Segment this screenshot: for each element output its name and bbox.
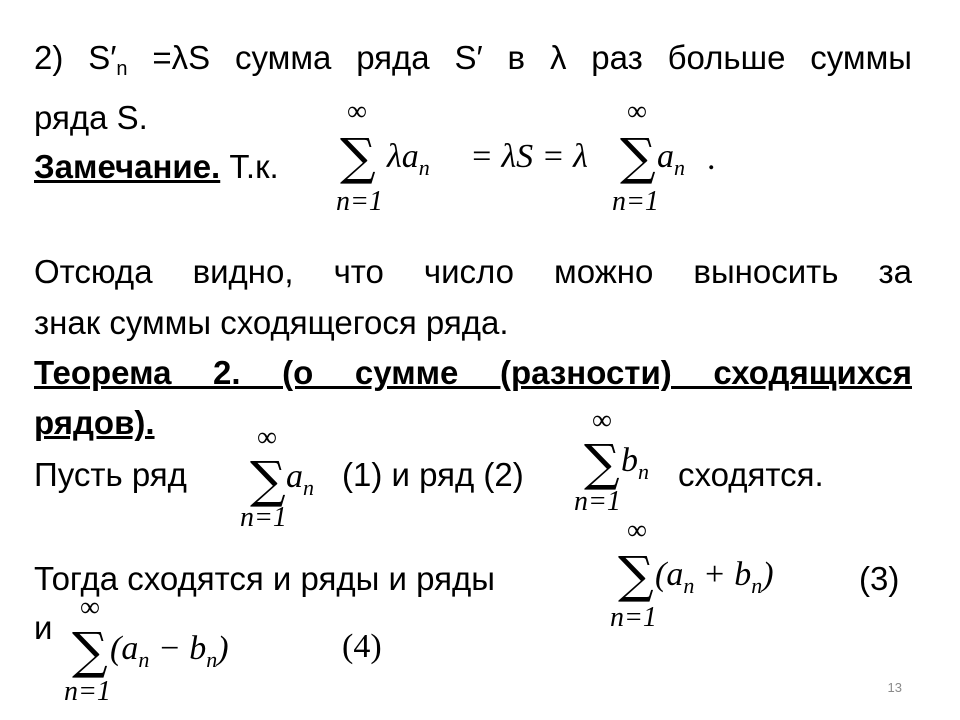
- right-term: [657, 138, 685, 180]
- series-a-sub: n: [303, 475, 314, 500]
- series-b-letter: b: [621, 442, 638, 479]
- series-b-sub: n: [638, 459, 649, 484]
- line-1-end: раз больше суммы: [566, 39, 912, 76]
- label-3: (3): [859, 560, 900, 597]
- line-1-middle: =λS сумма ряда S′ в: [127, 39, 550, 76]
- lower-2: n=1: [612, 186, 659, 217]
- sigma-b: ∑: [584, 434, 620, 492]
- inf-3: ∞: [627, 515, 647, 546]
- label-4: (4): [342, 628, 382, 665]
- sum-3-sub-b: n: [751, 573, 763, 598]
- sigma-1: ∑: [340, 128, 376, 186]
- left-term-text: λa: [387, 138, 419, 175]
- sum-3-expr: [655, 556, 774, 598]
- inf-2: ∞: [627, 96, 647, 127]
- and-text: и: [34, 609, 53, 646]
- left-term-sub: n: [418, 155, 430, 180]
- right-term-sub: n: [674, 155, 685, 180]
- inf-a: ∞: [257, 422, 277, 453]
- sum-4-expr: [110, 630, 229, 672]
- lower-a: n=1: [240, 502, 287, 533]
- para-1-line-2: знак суммы сходящегося ряда.: [34, 304, 509, 341]
- lambda-symbol: λ: [549, 39, 567, 76]
- let-mid: (1) и ряд (2): [342, 456, 524, 493]
- sum-3-sub-a: n: [683, 573, 695, 598]
- sigma-3: ∑: [618, 546, 654, 604]
- inf-1: ∞: [347, 96, 367, 127]
- sum-4-sub-a: n: [138, 647, 150, 672]
- sum-3-b: + b: [694, 556, 752, 593]
- lower-4: n=1: [64, 676, 111, 707]
- inf-b: ∞: [592, 405, 612, 436]
- then-text: Тогда сходятся и ряды и ряды: [34, 560, 495, 597]
- sum-3-a: (a: [655, 556, 684, 593]
- s-prime: 2) S′: [34, 39, 117, 76]
- remark-tk: Т.к.: [229, 148, 279, 185]
- series-a-letter: a: [286, 458, 303, 495]
- line-1: [34, 38, 912, 89]
- sum-3-close: ): [762, 556, 774, 593]
- sigma-a: ∑: [250, 451, 286, 509]
- lower-3: n=1: [610, 602, 657, 633]
- subscript-n: n: [116, 58, 128, 80]
- sum-4-sub-b: n: [206, 647, 218, 672]
- right-term-text: a: [657, 138, 674, 175]
- sum-4-b: − b: [149, 630, 207, 667]
- remark-title: Замечание.: [34, 148, 221, 185]
- left-term: [387, 138, 430, 180]
- remark-line: [34, 147, 279, 187]
- sigma-2: ∑: [620, 128, 656, 186]
- sum-4-a: (a: [110, 630, 139, 667]
- lower-b: n=1: [574, 486, 621, 517]
- para-1-line-1: Отсюда видно, что число можно выносить за: [34, 253, 912, 290]
- series-b-term: [621, 442, 649, 484]
- sigma-4: ∑: [72, 622, 108, 680]
- formula-dot: .: [707, 140, 716, 177]
- sum-4-close: ): [217, 630, 229, 667]
- let-end: сходятся.: [678, 456, 824, 493]
- theorem-line-1: Теорема 2. (о сумме (разности) сходящихся: [34, 354, 912, 391]
- lower-1: n=1: [336, 186, 383, 217]
- let-start: Пусть ряд: [34, 456, 187, 493]
- series-a-term: [286, 458, 314, 500]
- theorem-line-2: рядов).: [34, 404, 155, 441]
- line-2: ряда S.: [34, 99, 148, 136]
- page-number: 13: [887, 680, 902, 695]
- inf-4: ∞: [80, 592, 100, 623]
- equals-chain: = λS = λ: [470, 138, 588, 175]
